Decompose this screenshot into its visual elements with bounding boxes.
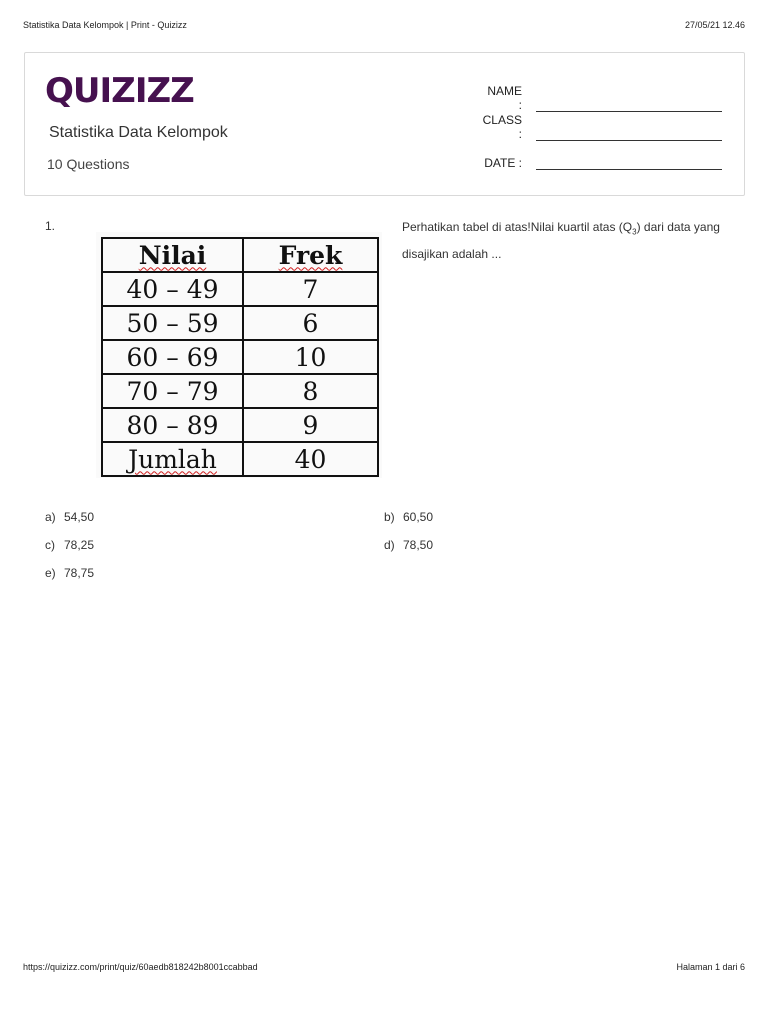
table-cell: Jumlah (102, 442, 243, 476)
name-field (482, 83, 722, 112)
print-footer-url: https://quizizz.com/print/quiz/60aedb818242b8001ccabbad (23, 962, 258, 972)
quiz-title: Statistika Data Kelompok (49, 124, 228, 141)
table-cell: 10 (243, 340, 378, 374)
option-e (45, 566, 94, 580)
table-cell: 6 (243, 306, 378, 340)
option-text: 78,75 (64, 566, 95, 580)
option-text: 78,25 (64, 538, 95, 552)
print-footer-page: Halaman 1 dari 6 (676, 962, 745, 972)
option-letter: d) (384, 538, 395, 552)
student-info-fields (482, 83, 722, 170)
table-cell: 40 – 49 (102, 272, 243, 306)
class-field (482, 112, 722, 141)
option-d (384, 538, 433, 552)
quiz-header-card (24, 52, 745, 196)
date-line (536, 156, 722, 170)
table-cell: 8 (243, 374, 378, 408)
frequency-table (101, 237, 379, 477)
date-label: DATE : (484, 156, 522, 170)
question-text: Perhatikan tabel di atas!Nilai kuartil atas $(Q_3)$ dari data yang disajikan adalah ... (402, 220, 720, 262)
table-total-row (102, 442, 378, 476)
option-letter: a) (45, 510, 56, 524)
table-row (102, 374, 378, 408)
option-a (45, 510, 94, 524)
question-count: 10 Questions (47, 156, 130, 172)
option-text: 78,50 (403, 538, 434, 552)
option-letter: e) (45, 566, 56, 580)
quizizz-logo: QUIZIZZ (45, 71, 194, 111)
question-number: 1. (45, 219, 56, 233)
option-c (45, 538, 94, 552)
table-cell: 40 (243, 442, 378, 476)
table-row (102, 340, 378, 374)
option-b (384, 510, 433, 524)
table-row (102, 272, 378, 306)
class-label: CLASS : (482, 113, 522, 141)
print-header-title: Statistika Data Kelompok | Print - Quizizz (23, 20, 187, 30)
table-cell: 50 – 59 (102, 306, 243, 340)
table-header-row (102, 238, 378, 272)
option-letter: b) (384, 510, 395, 524)
option-text: 60,50 (403, 510, 434, 524)
table-row (102, 306, 378, 340)
date-field (482, 141, 722, 170)
name-label: NAME : (487, 84, 522, 112)
class-line (536, 127, 722, 141)
table-cell: 7 (243, 272, 378, 306)
option-text: 54,50 (64, 510, 95, 524)
name-line (536, 98, 722, 112)
table-row (102, 408, 378, 442)
print-header-datetime: 27/05/21 12.46 (684, 20, 745, 30)
table-cell: 80 – 89 (102, 408, 243, 442)
subscript: 3 (632, 227, 637, 237)
table-cell: 70 – 79 (102, 374, 243, 408)
frequency-table-image (96, 232, 382, 478)
option-letter: c) (45, 538, 55, 552)
table-header-cell: Nilai (102, 238, 243, 272)
table-cell: 60 – 69 (102, 340, 243, 374)
table-header-cell: Frek (243, 238, 378, 272)
table-cell: 9 (243, 408, 378, 442)
